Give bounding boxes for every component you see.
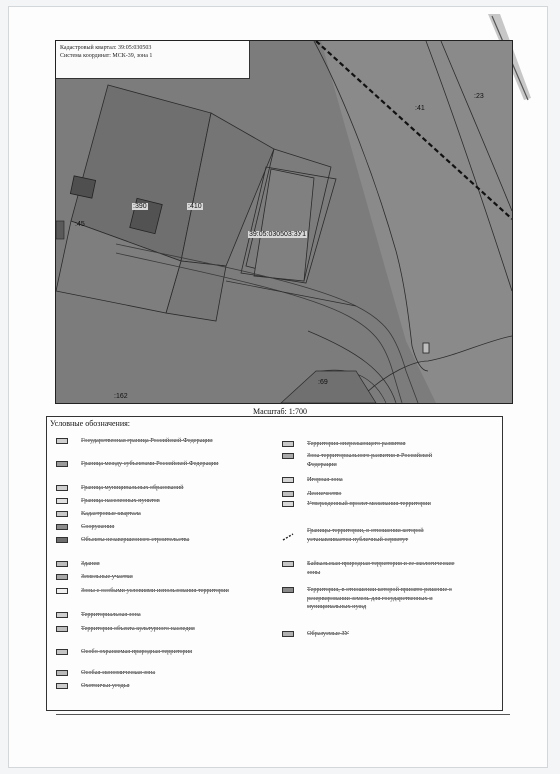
map-canvas (56, 41, 512, 403)
legend-swatch (282, 477, 294, 483)
legend-label: Земельные участки (81, 573, 133, 580)
legend-swatch (282, 528, 294, 534)
legend-swatch (56, 574, 68, 580)
legend-label: Байкальская природная территория и ее экологические зоны (307, 560, 455, 576)
cadastral-number-label[interactable]: 39:05:030503:3У1 (249, 231, 306, 238)
legend-label: Утвержденный проект межевания территории (307, 500, 431, 507)
parcel-label-390[interactable]: :390 (133, 203, 147, 210)
parcel-label-23[interactable]: :23 (474, 93, 484, 100)
map-scale: Масштаб: 1:700 (252, 407, 308, 416)
legend-label: Лесничество (307, 490, 342, 497)
legend-label: Зоны с особыми условиями использования территории (81, 587, 229, 594)
legend-swatch (56, 683, 68, 689)
bottom-rule (56, 714, 510, 715)
legend-label: Объекты незавершенного строительства (81, 536, 190, 543)
legend-swatch (282, 501, 294, 507)
legend-label: Сооружения (81, 523, 115, 530)
legend-swatch (56, 537, 68, 543)
legend-label: Здания (81, 560, 100, 567)
parcel-label-41[interactable]: :41 (415, 105, 425, 112)
legend-label: Кадастровые квартала (81, 510, 141, 517)
legend-swatch (56, 511, 68, 517)
legend-label: Особо охраняемая природная территория (81, 648, 193, 655)
legend-swatch (282, 561, 294, 567)
small-structure (423, 343, 429, 353)
legend-label: Границы территории, в отношении которой устанавливается публичный сервитут (307, 527, 424, 543)
legend-swatch (56, 626, 68, 632)
legend-swatch (56, 649, 68, 655)
parcel-label-69[interactable]: :69 (318, 379, 328, 386)
legend-swatch (56, 461, 68, 467)
coordinate-system-label: Система координат: МСК-39, зона 1 (60, 53, 153, 59)
legend-swatch (56, 485, 68, 491)
legend-swatch (282, 441, 294, 447)
legend-label: Территория объекта культурного наследия (81, 625, 195, 632)
legend-label: Игорная зона (307, 476, 343, 483)
legend-swatch (282, 587, 294, 593)
legend-label: Зона территориального развития в Российской Федерации (307, 452, 433, 468)
legend-swatch (282, 631, 294, 637)
legend-label: Территория опережающего развития (307, 440, 406, 447)
legend-swatch (56, 588, 68, 594)
legend-label: Охотничьи угодья (81, 682, 130, 689)
legend-swatch (56, 498, 68, 504)
legend-label: Граница муниципальных образований (81, 484, 184, 491)
legend-label: Граница между субъектами Российской Федерации (81, 460, 219, 467)
parcel-label-45[interactable]: :45 (75, 221, 85, 228)
legend-swatch (56, 438, 68, 444)
map-header-box (56, 41, 250, 79)
parcel-label-162[interactable]: :162 (114, 393, 128, 400)
parcel-label-410[interactable]: :410 (188, 203, 202, 210)
legend-label: Территория, в отношении которой принято решение о резервировании земель для государственных и муниципальных нужд (307, 586, 452, 611)
legend-label: Особая экономическая зона (81, 669, 156, 676)
legend-swatch (282, 453, 294, 459)
cadastral-quarter-label: Кадастровый квартал: 39:05:030503 (60, 45, 152, 51)
legend-swatch (56, 670, 68, 676)
cadastral-map[interactable] (55, 40, 513, 404)
legend-label: Территориальная зона (81, 611, 141, 618)
legend-swatch (56, 561, 68, 567)
legend-label: Государственная граница Российской Федерации (81, 437, 213, 444)
legend-swatch (56, 612, 68, 618)
legend-label: Граница населенных пунктов (81, 497, 160, 504)
legend-label: Образуемые ЗУ (307, 630, 349, 637)
legend-swatch (282, 491, 294, 497)
legend-title: Условные обозначения: (50, 419, 131, 428)
legend-swatch (56, 524, 68, 530)
